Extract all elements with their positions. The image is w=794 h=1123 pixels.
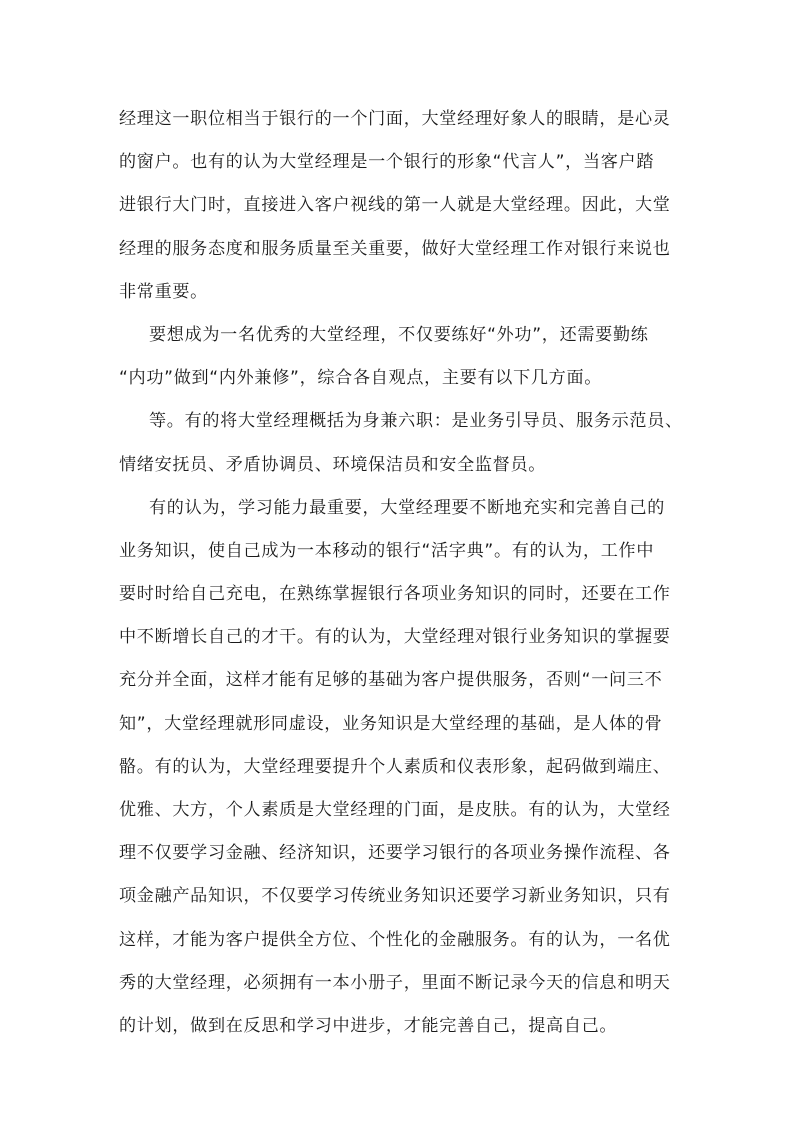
- text-line: 有的认为，学习能力最重要，大堂经理要不断地充实和完善自己的: [149, 497, 666, 518]
- text-line: “内功”做到“内外兼修”，综合各自观点，主要有以下几方面。: [119, 368, 603, 389]
- text-line: 情绪安抚员、矛盾协调员、环境保洁员和安全监督员。: [119, 454, 547, 475]
- text-line: 经理这一职位相当于银行的一个门面，大堂经理好象人的眼睛，是心灵: [119, 109, 671, 129]
- text-line: 秀的大堂经理，必须拥有一本小册子，里面不断记录今天的信息和明天: [119, 972, 671, 993]
- paragraph-1: [119, 104, 675, 307]
- document-body: [119, 104, 683, 1054]
- text-line: 的窗户。也有的认为大堂经理是一个银行的形象“代言人”，当客户踏: [119, 152, 655, 173]
- paragraph-2: [119, 320, 675, 393]
- text-line: 这样，才能为客户提供全方位、个性化的金融服务。有的认为，一名优: [119, 929, 671, 950]
- text-line: 项金融产品知识，不仅要学习传统业务知识还要学习新业务知识，只有: [119, 886, 671, 907]
- text-line: 理不仅要学习金融、经济知识，还要学习银行的各项业务操作流程、各: [119, 843, 671, 864]
- text-line: 骼。有的认为，大堂经理要提升个人素质和仪表形象，起码做到端庄、: [119, 756, 671, 777]
- text-line: 要想成为一名优秀的大堂经理，不仅要练好“外功”，还需要勤练: [149, 324, 649, 345]
- paragraph-3: [119, 406, 683, 479]
- text-line: 经理的服务态度和服务质量至关重要，做好大堂经理工作对银行来说也: [119, 238, 671, 259]
- text-line: 中不断增长自己的才干。有的认为，大堂经理对银行业务知识的掌握要: [119, 627, 671, 648]
- text-line: 非常重要。: [119, 281, 208, 302]
- text-line: 要时时给自己充电，在熟练掌握银行各项业务知识的同时，还要在工作: [119, 584, 671, 605]
- text-line: 知”，大堂经理就形同虚设，业务知识是大堂经理的基础，是人体的骨: [119, 713, 663, 734]
- text-line: 充分并全面，这样才能有足够的基础为客户提供服务，否则“一问三不: [119, 670, 663, 691]
- text-line: 进银行大门时，直接进入客户视线的第一人就是大堂经理。因此，大堂: [119, 195, 671, 216]
- paragraph-4: [119, 493, 675, 1041]
- text-line: 的计划，做到在反思和学习中进步，才能完善自己，提高自己。: [119, 1015, 618, 1036]
- text-line: 业务知识，使自己成为一本移动的银行“活字典”。有的认为，工作中: [119, 540, 655, 561]
- text-line: 等。有的将大堂经理概括为身兼六职：是业务引导员、服务示范员、: [149, 411, 683, 432]
- text-line: 优雅、大方，个人素质是大堂经理的门面，是皮肤。有的认为，大堂经: [119, 800, 671, 820]
